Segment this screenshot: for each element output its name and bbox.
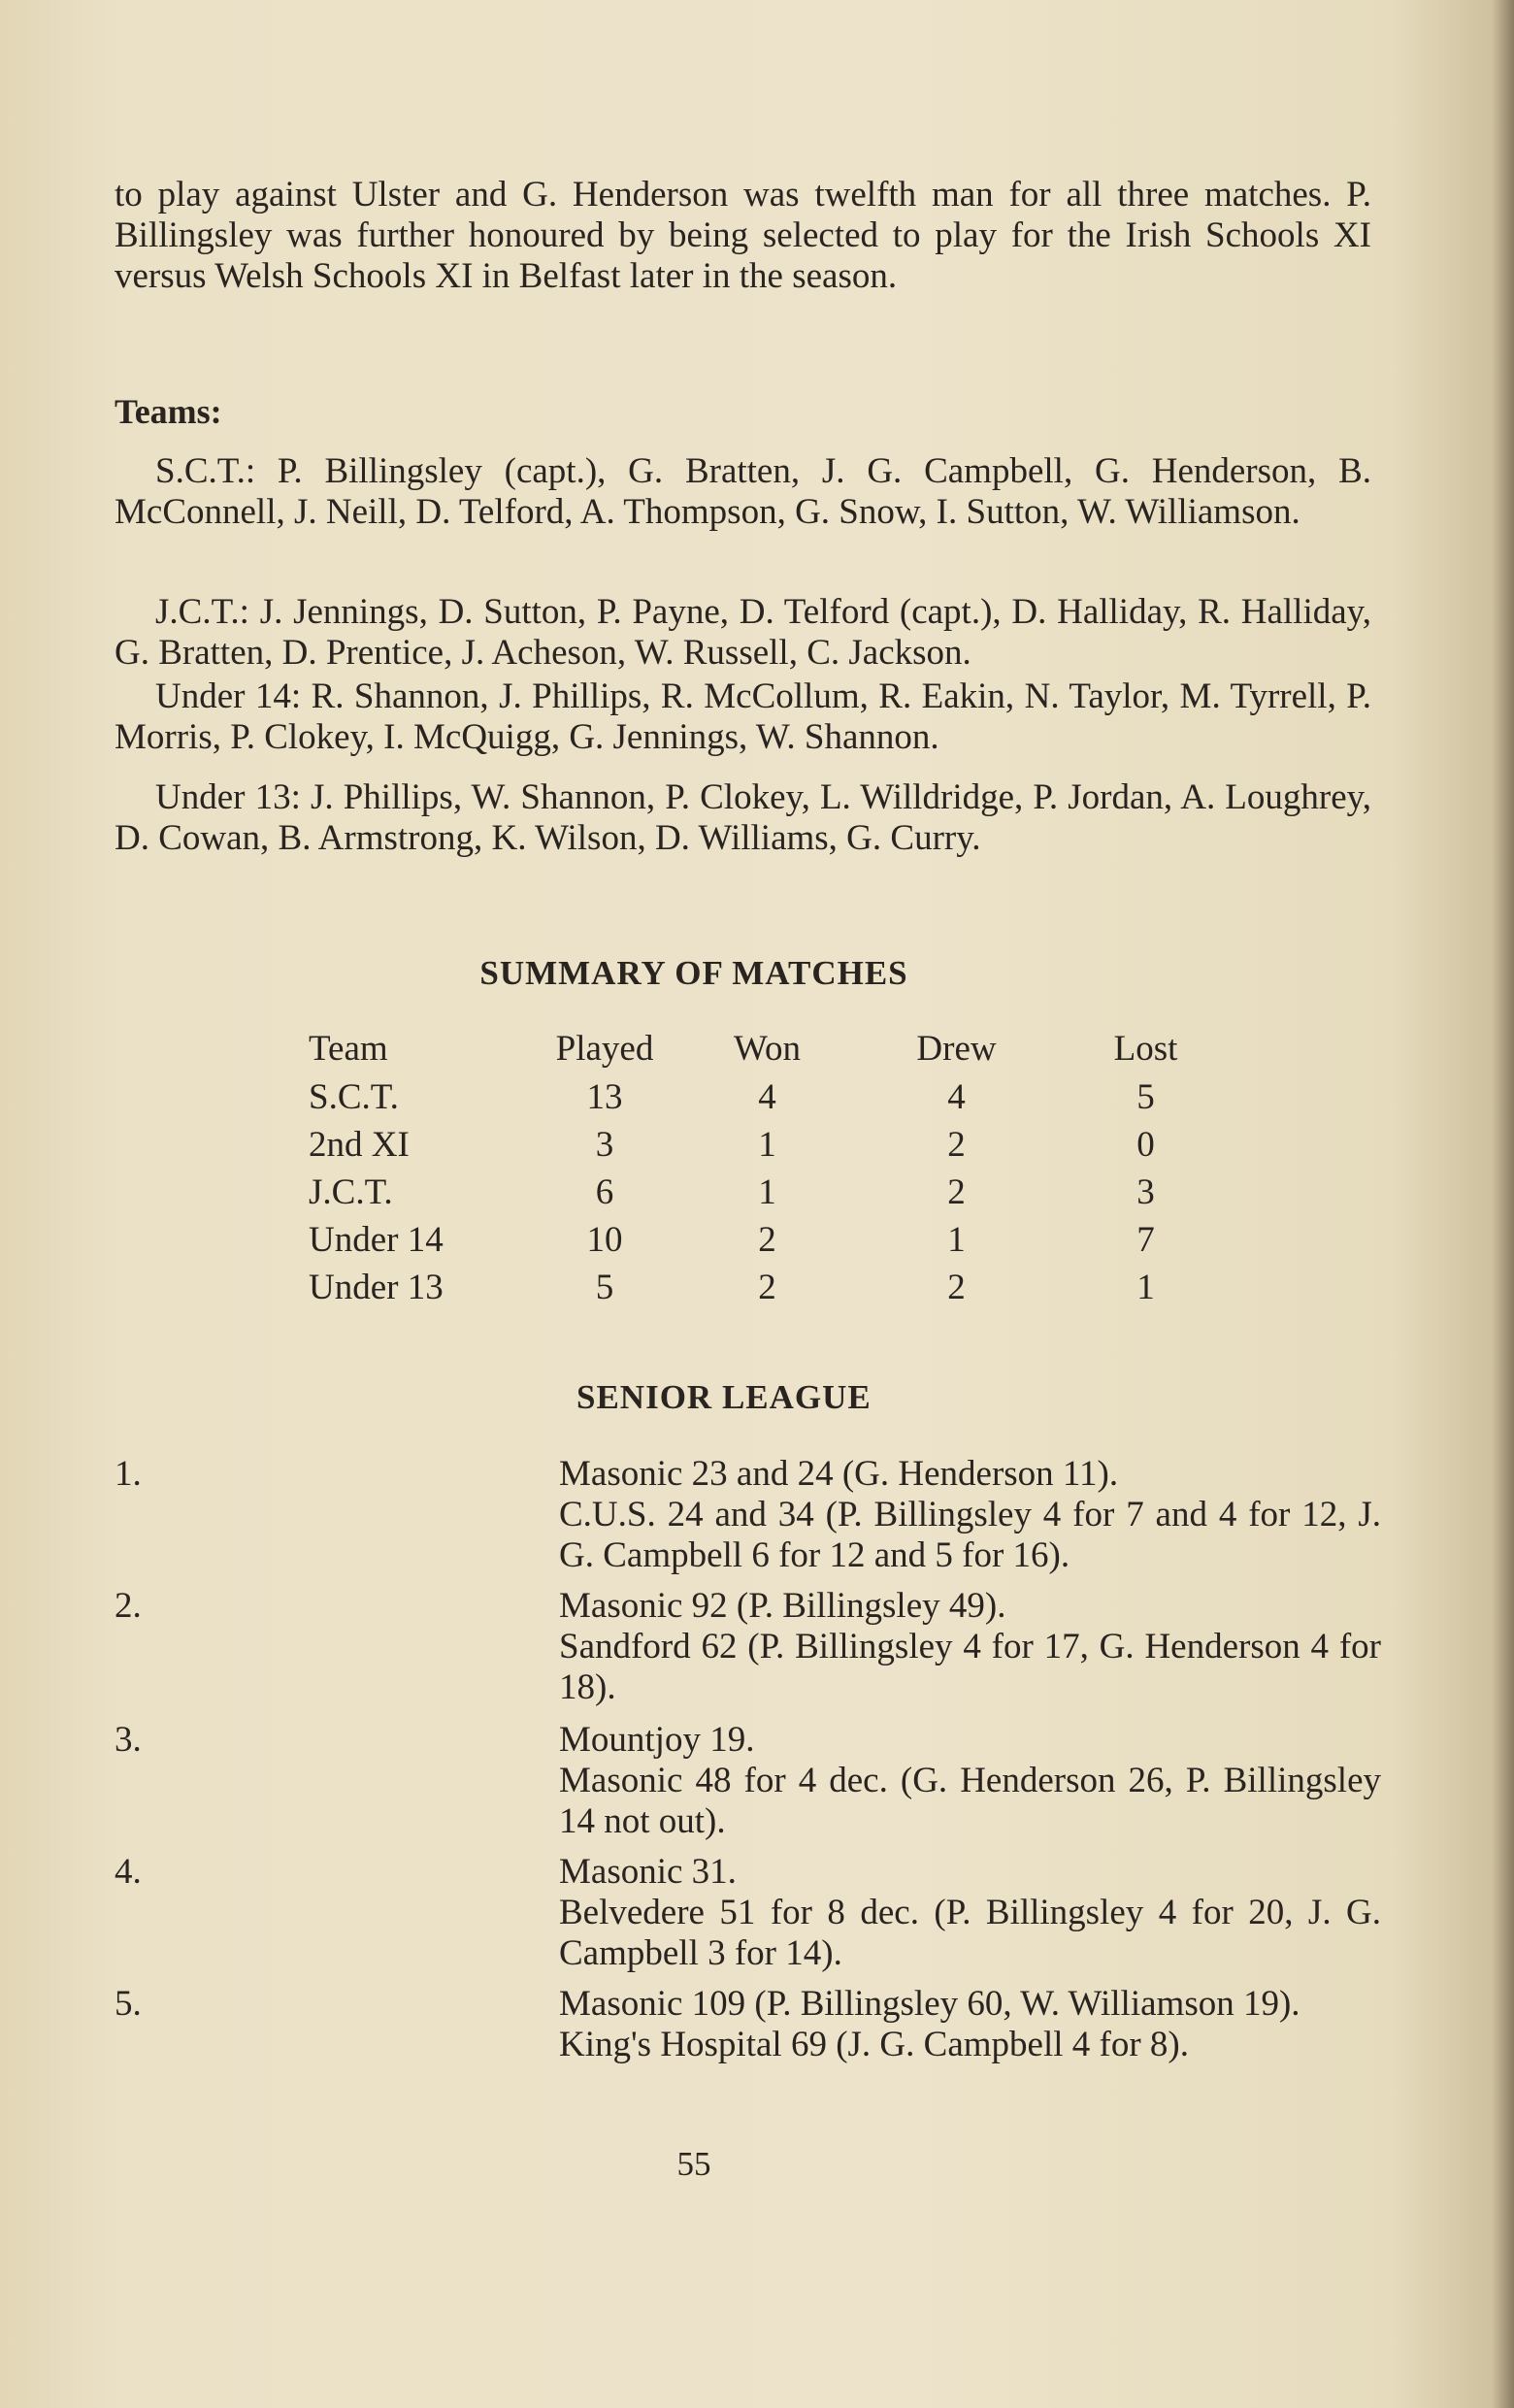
senior-league-title: SENIOR LEAGUE xyxy=(576,1378,872,1416)
cell-played: 13 xyxy=(586,1077,623,1117)
cell-played: 10 xyxy=(586,1220,623,1260)
match-details xyxy=(559,1586,1381,1708)
match-line: Masonic 23 and 24 (G. Henderson 11). xyxy=(559,1454,1119,1494)
cell-won: 2 xyxy=(758,1220,776,1260)
cell-team: S.C.T. xyxy=(309,1077,399,1117)
summary-table xyxy=(309,1023,1240,1311)
cell-team: Under 13 xyxy=(309,1268,444,1307)
header-lost: Lost xyxy=(1113,1028,1178,1069)
page-number: 55 xyxy=(676,2145,711,2183)
header-team: Team xyxy=(309,1028,388,1069)
cell-played: 5 xyxy=(595,1268,614,1307)
match-details xyxy=(559,1720,1381,1842)
table-row xyxy=(309,1216,1240,1264)
cell-drew: 4 xyxy=(947,1077,966,1117)
cell-drew: 2 xyxy=(947,1268,966,1307)
match-line: Masonic 31. xyxy=(559,1852,737,1892)
cell-drew: 2 xyxy=(947,1125,966,1165)
team-under-13: Under 13: J. Phillips, W. Shannon, P. Clokey, L. Willdridge, P. Jordan, A. Loughrey, D. Cowan, B. Armstrong, K. Wilson, D. Williams, G. Curry. xyxy=(115,777,1371,858)
cell-team: J.C.T. xyxy=(309,1172,393,1212)
match-line: Masonic 92 (P. Billingsley 49). xyxy=(559,1586,1006,1626)
match-number: 2. xyxy=(115,1586,142,1626)
table-row xyxy=(309,1073,1240,1121)
cell-won: 4 xyxy=(758,1077,776,1117)
header-won: Won xyxy=(734,1028,801,1069)
cell-drew: 2 xyxy=(947,1172,966,1212)
match-number: 5. xyxy=(115,1984,142,2024)
teams-heading: Teams: xyxy=(115,392,222,431)
intro-paragraph: to play against Ulster and G. Henderson was twelfth man for all three matches. P. Billingsley was further honoured by being selected to play for the Irish Schools XI versus Welsh Schools XI in Belfast later in the season. xyxy=(115,175,1371,296)
match-details xyxy=(559,1454,1381,1576)
cell-team: Under 14 xyxy=(309,1220,444,1260)
match-details xyxy=(559,1984,1381,2065)
cell-team: 2nd XI xyxy=(309,1125,410,1165)
cell-lost: 7 xyxy=(1136,1220,1155,1260)
match-line: King's Hospital 69 (J. G. Campbell 4 for 8). xyxy=(559,2025,1189,2064)
cell-lost: 0 xyxy=(1136,1125,1155,1165)
match-line: Belvedere 51 for 8 dec. (P. Billingsley 4 for 20, J. G. Campbell 3 for 14). xyxy=(559,1893,1381,1973)
team-sct: S.C.T.: P. Billingsley (capt.), G. Bratten, J. G. Campbell, G. Henderson, B. McConnell, J. Neill, D. Telford, A. Thompson, G. Snow, I. Sutton, W. Williamson. xyxy=(115,451,1371,532)
match-number: 1. xyxy=(115,1454,142,1494)
header-drew: Drew xyxy=(916,1028,997,1069)
match-line: C.U.S. 24 and 34 (P. Billingsley 4 for 7 and 4 for 12, J. G. Campbell 6 for 12 and 5 for 16). xyxy=(559,1495,1381,1575)
header-played: Played xyxy=(555,1028,654,1069)
cell-lost: 3 xyxy=(1136,1172,1155,1212)
cell-drew: 1 xyxy=(947,1220,966,1260)
cell-played: 3 xyxy=(595,1125,614,1165)
summary-header-row xyxy=(309,1023,1240,1073)
match-line: Masonic 109 (P. Billingsley 60, W. Williamson 19). xyxy=(559,1984,1300,2024)
match-details xyxy=(559,1852,1381,1974)
cell-won: 2 xyxy=(758,1268,776,1307)
cell-lost: 1 xyxy=(1136,1268,1155,1307)
table-row xyxy=(309,1264,1240,1311)
match-number: 3. xyxy=(115,1720,142,1760)
cell-won: 1 xyxy=(758,1172,776,1212)
match-line: Masonic 48 for 4 dec. (G. Henderson 26, P. Billingsley 14 not out). xyxy=(559,1761,1381,1841)
cell-played: 6 xyxy=(595,1172,614,1212)
table-row xyxy=(309,1121,1240,1169)
team-jct: J.C.T.: J. Jennings, D. Sutton, P. Payne, D. Telford (capt.), D. Halliday, R. Halliday, G. Bratten, D. Prentice, J. Acheson, W. Russell, C. Jackson. xyxy=(115,592,1371,673)
match-line: Sandford 62 (P. Billingsley 4 for 17, G. Henderson 4 for 18). xyxy=(559,1627,1381,1707)
summary-title: SUMMARY OF MATCHES xyxy=(479,954,908,992)
match-number: 4. xyxy=(115,1852,142,1892)
match-line: Mountjoy 19. xyxy=(559,1720,755,1760)
page-spine-shadow xyxy=(1493,0,1514,2408)
cell-lost: 5 xyxy=(1136,1077,1155,1117)
cell-won: 1 xyxy=(758,1125,776,1165)
team-under-14: Under 14: R. Shannon, J. Phillips, R. McCollum, R. Eakin, N. Taylor, M. Tyrrell, P. Morris, P. Clokey, I. McQuigg, G. Jennings, W. Shannon. xyxy=(115,676,1371,757)
table-row xyxy=(309,1169,1240,1216)
